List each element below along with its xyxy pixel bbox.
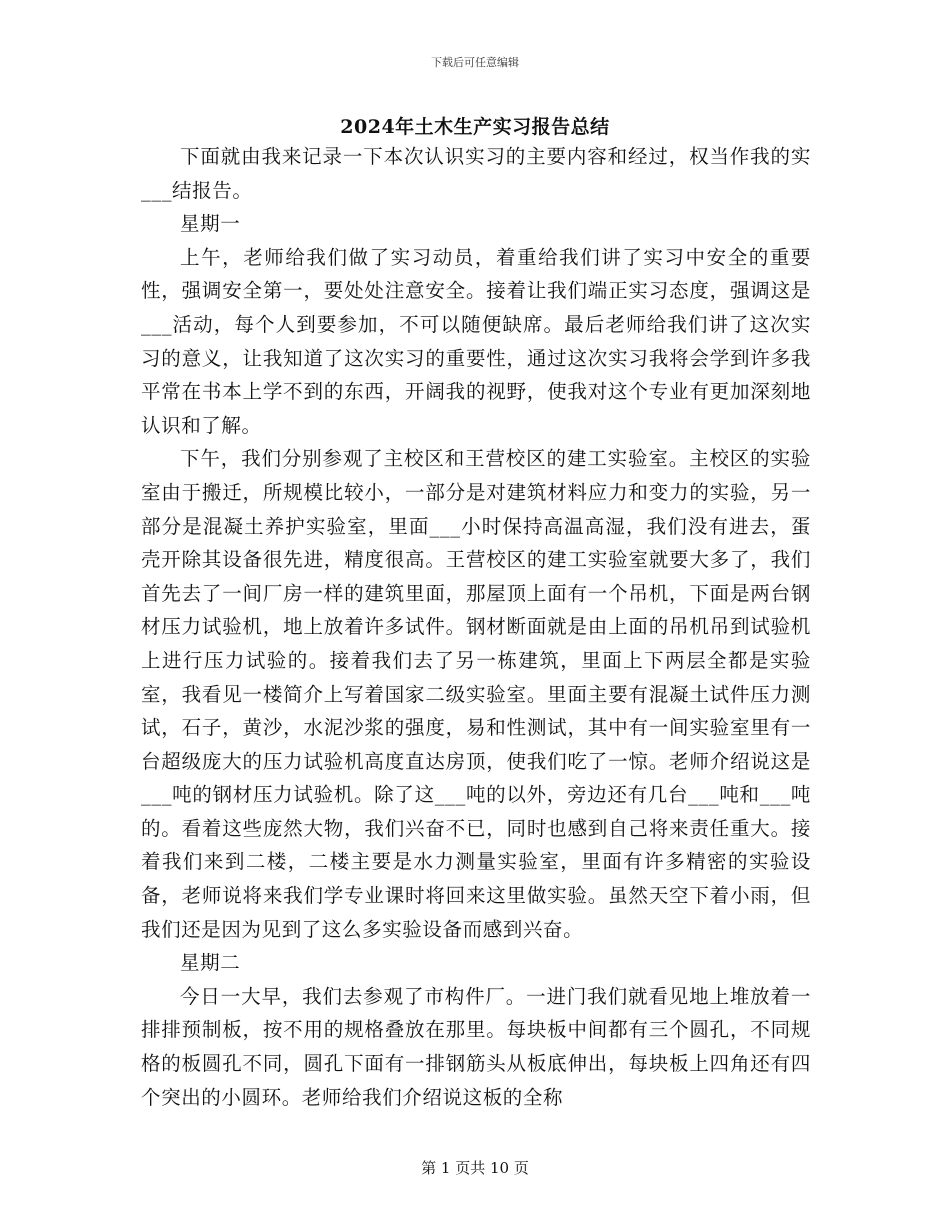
heading-tuesday: 星期二: [180, 951, 241, 975]
heading-monday: 星期一: [180, 212, 241, 236]
paragraph-monday-morning: 上午，老师给我们做了实习动员，着重给我们讲了实习中安全的重要性，强调安全第一，要处处注意安全。接着让我们端正实习态度，强调这是___活动，每个人到要参加，不可以随便缺席。最后老师给我们讲了这次实习的意义，让我知道了这次实习的重要性，通过这次实习我将会学到许多我平常在书本上学不到的东西，开阔我的视野，使我对这个专业有更加深刻地认识和了解。: [141, 245, 811, 437]
paragraph-tuesday: 今日一大早，我们去参观了市构件厂。一进门我们就看见地上堆放着一排排预制板，按不用的规格叠放在那里。每块板中间都有三个圆孔，不同规格的板圆孔不同，圆孔下面有一排钢筋头从板底伸出，每块板上四角还有四个突出的小圆环。老师给我们介绍说这板的全称: [141, 984, 811, 1109]
header-note: 下载后可任意编辑: [431, 56, 519, 69]
document-title: 2024年土木生产实习报告总结: [340, 116, 610, 138]
paragraph-intro: 下面就由我来记录一下本次认识实习的主要内容和经过，权当作我的实___结报告。: [141, 145, 811, 202]
document-body: [141, 140, 811, 1114]
paragraph-monday-afternoon: 下午，我们分别参观了主校区和王营校区的建工实验室。主校区的实验室由于搬迁，所规模比较小，一部分是对建筑材料应力和变力的实验，另一部分是混凝土养护实验室，里面___小时保持高温高湿，我们没有进去，蛋壳开除其设备很先进，精度很高。王营校区的建工实验室就要大多了，我们首先去了一间厂房一样的建筑里面，那屋顶上面有一个吊机，下面是两台钢材压力试验机，地上放着许多试件。钢材断面就是由上面的吊机吊到试验机上进行压力试验的。接着我们去了另一栋建筑，里面上下两层全都是实验室，我看见一楼简介上写着国家二级实验室。里面主要有混凝土试件压力测试，石子，黄沙，水泥沙浆的强度，易和性测试，其中有一间实验室里有一台超级庞大的压力试验机高度直达房顶，使我们吃了一惊。老师介绍说这是___吨的钢材压力试验机。除了这___吨的以外，旁边还有几台___吨和___吨的。看着这些庞然大物，我们兴奋不已，同时也感到自己将来责任重大。接着我们来到二楼，二楼主要是水力测量实验室，里面有许多精密的实验设备，老师说将来我们学专业课时将回来这里做实验。虽然天空下着小雨，但我们还是因为见到了这么多实验设备而感到兴奋。: [141, 447, 811, 941]
page-footer: 第 1 页共 10 页: [421, 1159, 529, 1177]
